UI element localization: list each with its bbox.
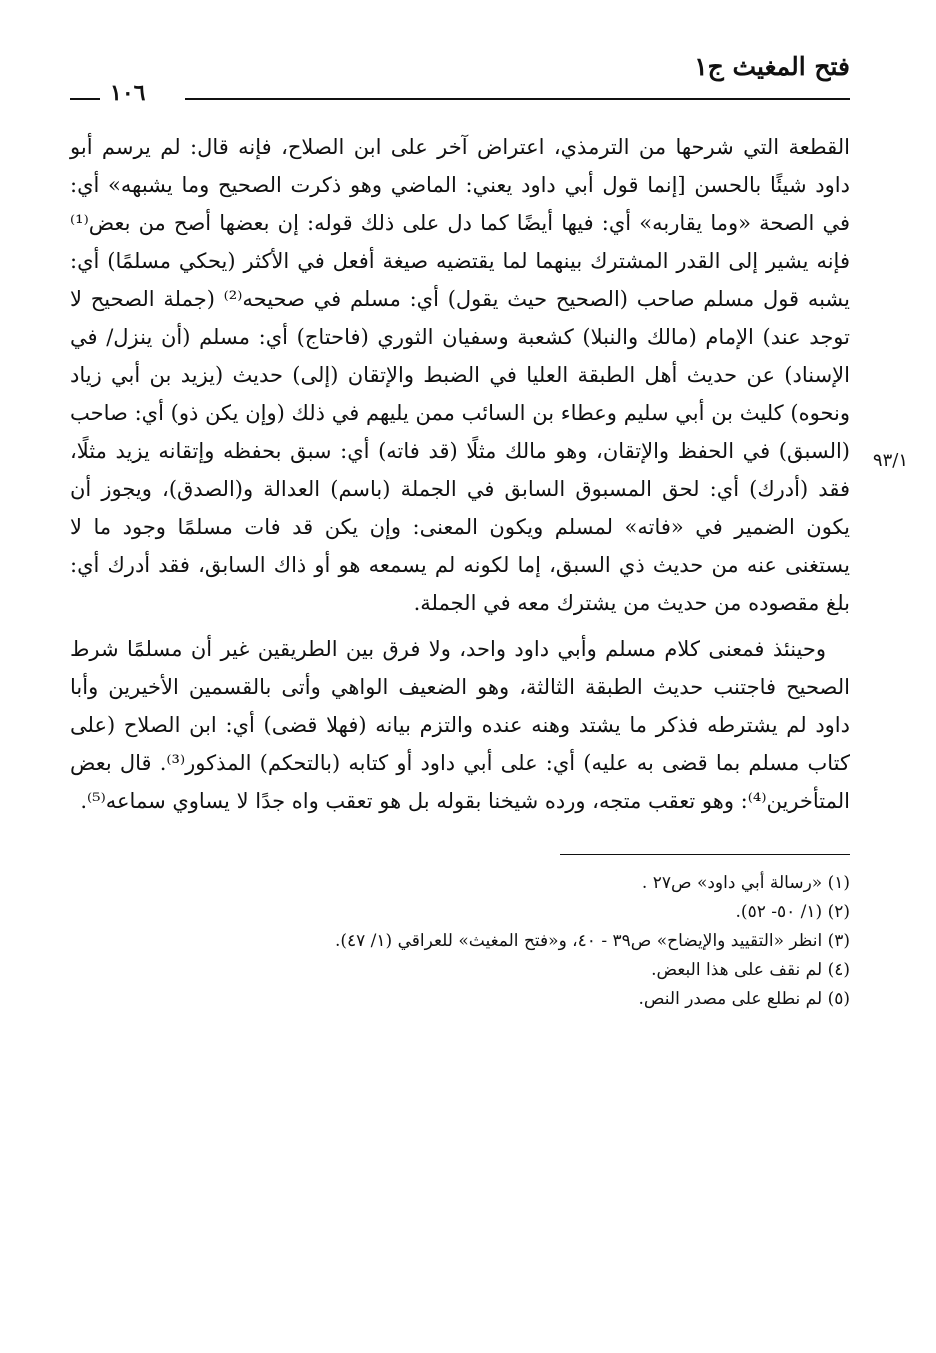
header-rule-short: [70, 98, 100, 100]
book-title: فتح المغيث ج١: [694, 52, 850, 81]
paragraph: القطعة التي شرحها من الترمذي، اعتراض آخر على ابن الصلاح، فإنه قال: لم يرسم أبو داود شيئًا بالحسن [إنما قول أبي داود يعني: الماضي وهو ذكرت الصحيح وما يشبهه» أي: في الصحة «وما يقاربه» أي: فيها أيضًا كما دل على ذلك قوله: إن بعضها أصح من بعض⁽¹⁾ فإنه يشير إلى القدر المشترك بينهما لما يقتضيه صيغة أفعل في الأكثر (يحكي مسلمًا) أي: يشبه قول مسلم صاحب (الصحيح حيث يقول) أي: مسلم في صحيحه⁽²⁾ (جملة الصحيح لا توجد عند) الإمام (مالك والنبلا) كشعبة وسفيان الثوري (فاحتاج) أي: مسلم (أن ينزل/ في الإسناد) عن حديث أهل الطبقة العليا في الضبط والإتقان (إلى) حديث (يزيد بن أبي زياد ونحوه) كليث بن أبي سليم وعطاء بن السائب ممن يليهم في ذلك (وإن يكن ذو) أي: صاحب (السبق) في الحفظ والإتقان، وهو مالك مثلًا (قد فاته) أي: سبق بحفظه وإتقانه يزيد مثلًا، فقد (أدرك) أي: لحق المسبوق السابق في الجملة (باسم) العدالة و(الصدق)، ويجوز أن يكون الضمير في «فاته» لمسلم ويكون المعنى: وإن يكن قد فات مسلمًا وجود ما لا يستغنى عنه من حديث ذي السبق، إما لكونه لم يسمعه هو أو ذاك السابق، فقد أدرك أي: بلغ مقصوده من حديث من يشترك معه في الجملة.: [70, 135, 851, 615]
page-header: [70, 48, 850, 106]
margin-note: ٩٣/١: [872, 450, 908, 471]
footnotes-list: [70, 869, 850, 1014]
footnote: (٥) لم نطلع على مصدر النص.: [638, 989, 850, 1009]
footnote: (٣) انظر «التقييد والإيضاح» ص٣٩ - ٤٠، و«فتح المغيث» للعراقي (١/ ٤٧).: [334, 931, 850, 951]
footnote-separator: [560, 854, 850, 855]
paragraph: وحينئذ فمعنى كلام مسلم وأبي داود واحد، ولا فرق بين الطريقين غير أن مسلمًا شرط الصحيح فاجتنب حديث الطبقة الثالثة، وهو الضعيف الواهي وأتى بالقسمين الأخيرين وأبا داود لم يشترطه فذكر ما يشتد وهنه عنده والتزم بيانه (فهلا قضى) أي: ابن الصلاح (على كتاب مسلم بما قضى به عليه) أي: على أبي داود أو كتابه (بالتحكم) المذكور⁽³⁾. قال بعض المتأخرين⁽⁴⁾: وهو تعقب متجه، ورده شيخنا بقوله بل هو تعقب واه جدًا لا يساوي سماعه⁽⁵⁾.: [70, 637, 850, 813]
footnote: (١) «رسالة أبي داود» ص٢٧ .: [641, 873, 850, 893]
footnote: (٤) لم نقف على هذا البعض.: [651, 960, 850, 980]
page-number: ١٠٦: [110, 80, 146, 106]
document-page: [70, 48, 908, 1338]
header-rule: [185, 98, 850, 100]
main-text: [70, 128, 850, 820]
footnote: (٢) (١/ ٥٠- ٥٢).: [735, 902, 850, 922]
